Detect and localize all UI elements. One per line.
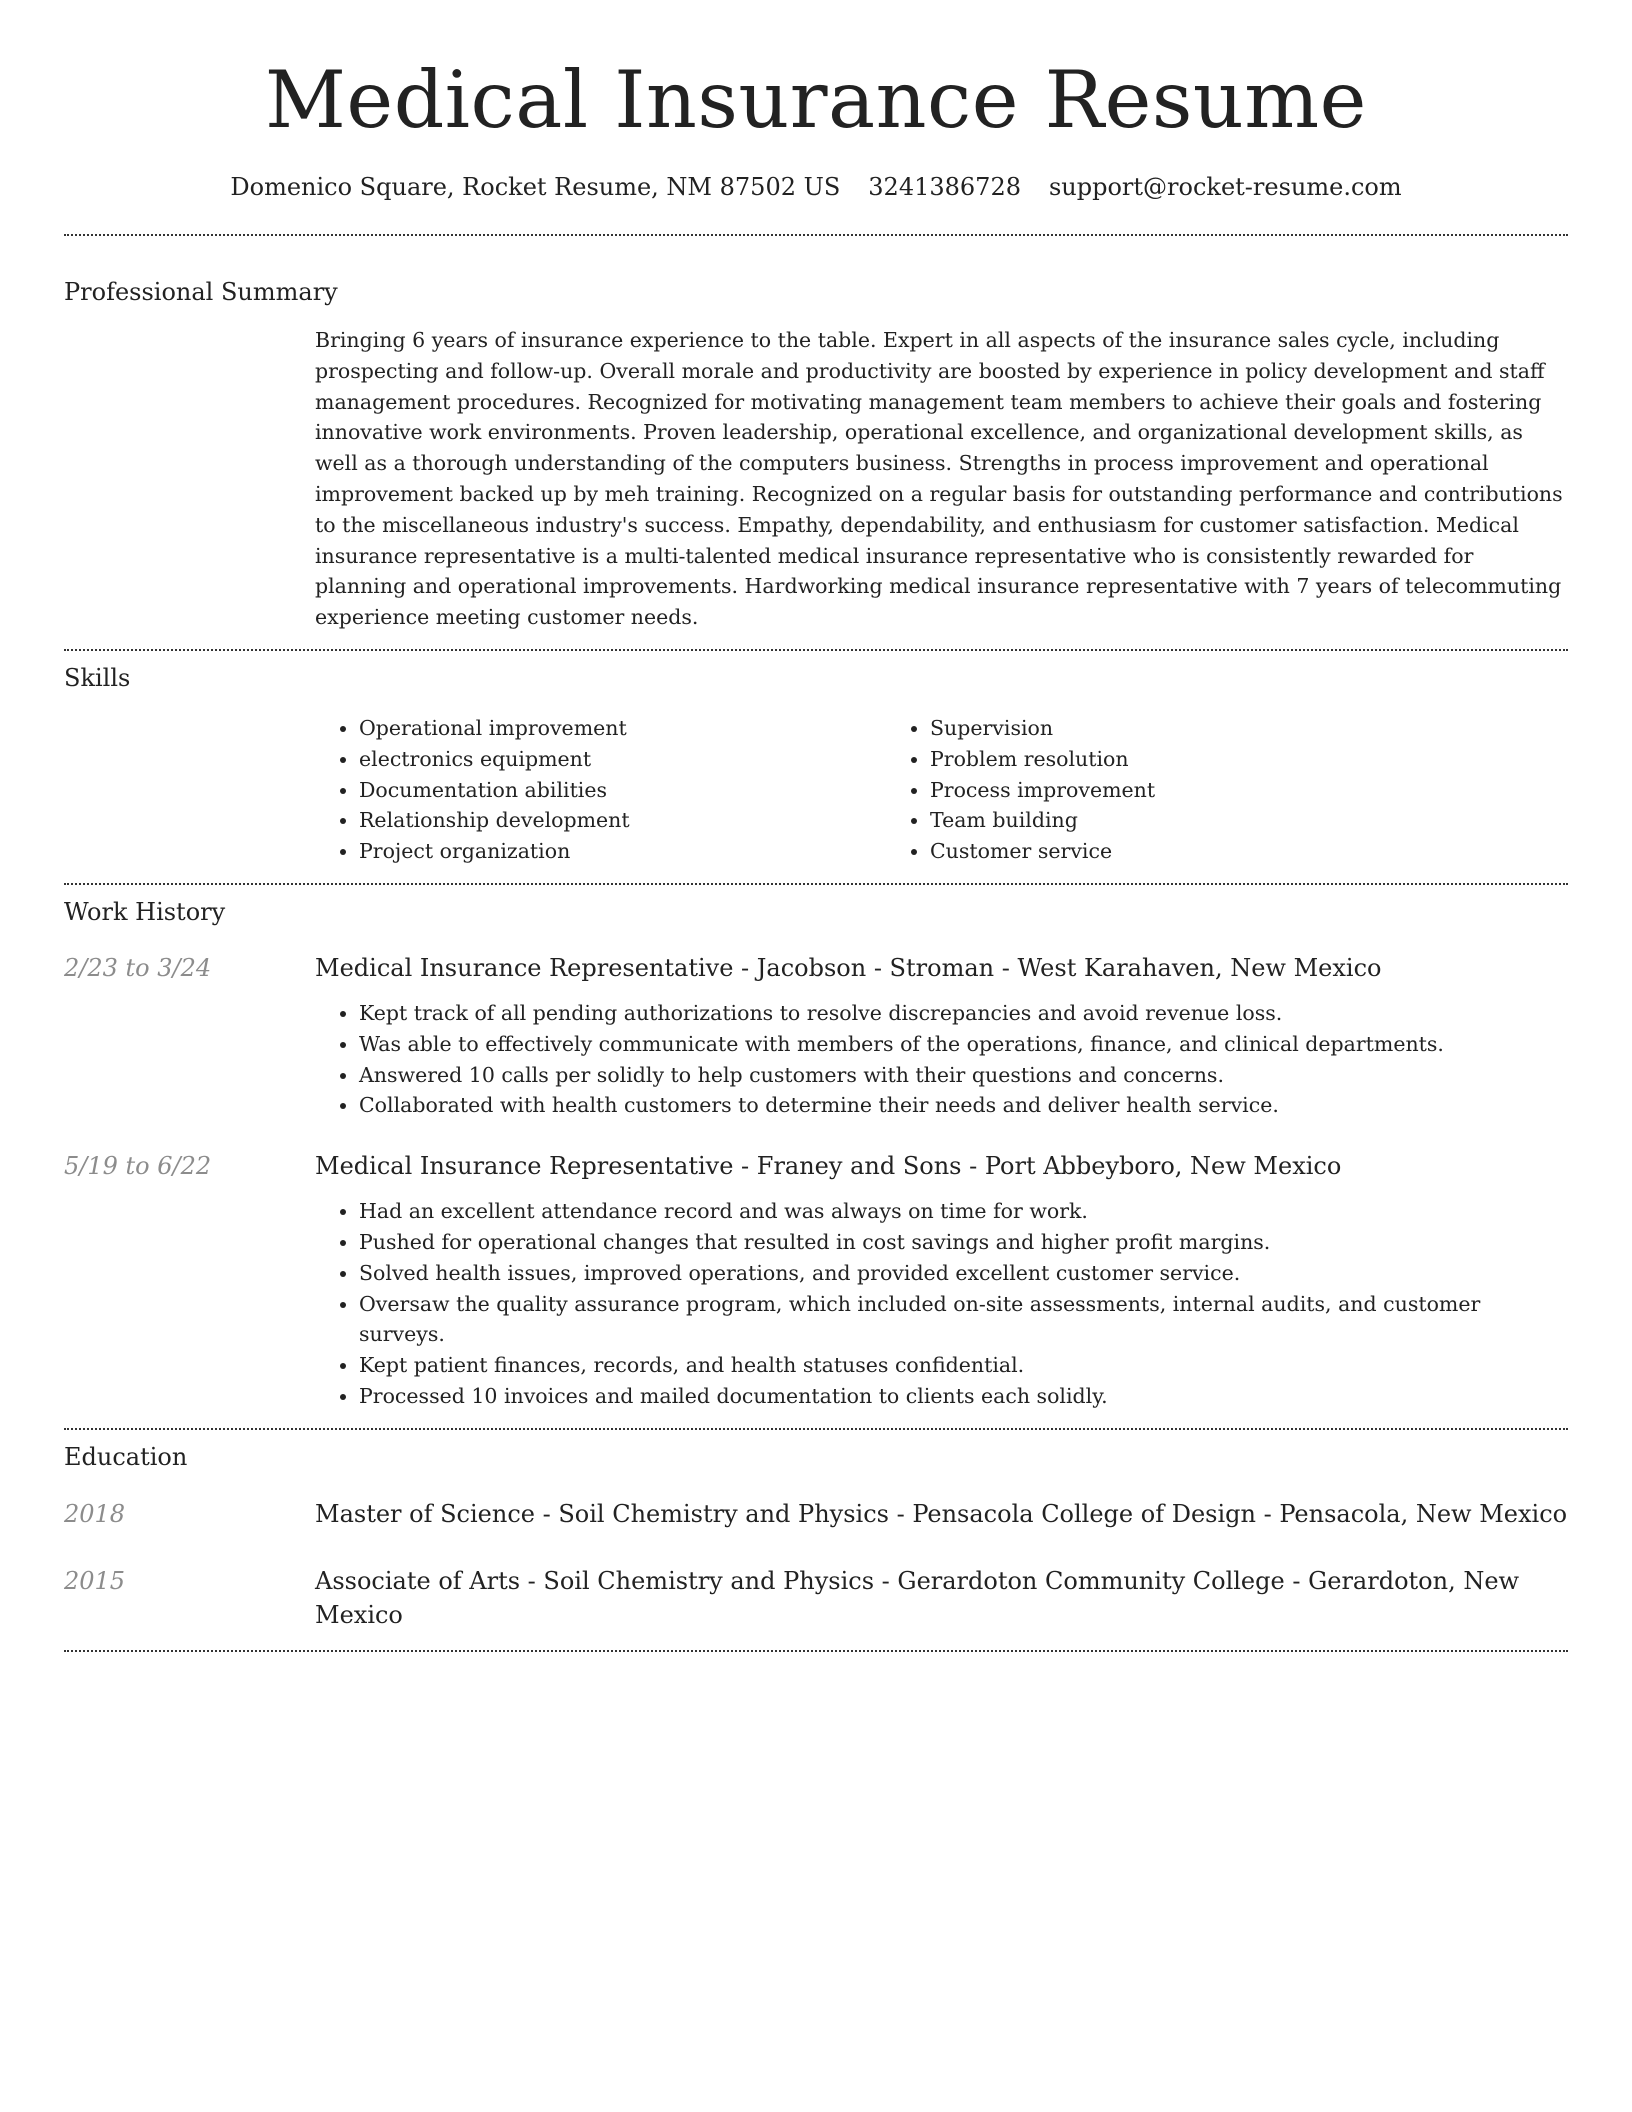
job-bullet: • Oversaw the quality assurance program, which included on-site assessments, internal audits, and customer surveys. (359, 1289, 1568, 1351)
education-entry (64, 1497, 1568, 1531)
skill-item: • Documentation abilities (359, 775, 886, 806)
skill-item: • Operational improvement (359, 713, 886, 744)
skill-item: • electronics equipment (359, 744, 886, 775)
skill-item: • Project organization (359, 836, 886, 867)
job-bullet: • Collaborated with health customers to determine their needs and deliver health service. (359, 1090, 1568, 1121)
contact-line (64, 170, 1568, 204)
resume-page (64, 0, 1568, 1652)
divider (64, 234, 1568, 236)
job-bullet: • Kept track of all pending authorizations to resolve discrepancies and avoid revenue loss. (359, 998, 1568, 1029)
skills-lists (315, 713, 1568, 867)
skill-item: • Customer service (930, 836, 1457, 867)
job-entry (64, 1149, 1568, 1412)
contact-phone: 3241386728 (868, 173, 1021, 201)
section-title-education: Education (64, 1442, 188, 1471)
section-title-skills: Skills (64, 663, 131, 692)
job-entry (64, 951, 1568, 1121)
job-bullet: • Pushed for operational changes that resulted in cost savings and higher profit margins. (359, 1227, 1568, 1258)
divider (64, 883, 1568, 885)
section-title-summary: Professional Summary (64, 278, 338, 306)
skill-item: • Relationship development (359, 805, 886, 836)
job-bullet: • Was able to effectively communicate with members of the operations, finance, and clinical departments. (359, 1029, 1568, 1060)
job-title: Medical Insurance Representative - Jacobson - Stroman - West Karahaven, New Mexico (315, 953, 1382, 982)
education-year: 2018 (64, 1499, 126, 1528)
summary-text: Bringing 6 years of insurance experience to the table. Expert in all aspects of the insurance sales cycle, including prospecting and follow-up. Overall morale and productivity are boosted by experience in policy development and staff management procedures. Recognized for motivating management team members to achieve their goals and fostering innovative work environments. Proven leadership, operational excellence, and organizational development skills, as well as a thorough understanding of the computers business. Strengths in process improvement and operational improvement backed up by meh training. Recognized on a regular basis for outstanding performance and contributions to the miscellaneous industry's success. Empathy, dependability, and enthusiasm for customer satisfaction. Medical insurance representative is a multi-talented medical insurance representative who is consistently rewarded for planning and operational improvements. Hardworking medical insurance representative with 7 years of telecommuting experience meeting customer needs. (315, 328, 1563, 630)
resume-title: Medical Insurance Resume (265, 54, 1367, 146)
job-bullet: • Solved health issues, improved operations, and provided excellent customer service. (359, 1258, 1568, 1289)
job-bullets (315, 998, 1568, 1121)
education-title: Associate of Arts - Soil Chemistry and Physics - Gerardoton Community College - Gerardoton, New Mexico (315, 1566, 1520, 1629)
skill-item: • Team building (930, 805, 1457, 836)
summary-row (64, 325, 1568, 633)
job-bullets (315, 1196, 1568, 1412)
job-bullet: • Processed 10 invoices and mailed documentation to clients each solidly. (359, 1381, 1568, 1412)
job-bullet: • Had an excellent attendance record and was always on time for work. (359, 1196, 1568, 1227)
divider (64, 1650, 1568, 1652)
section-title-work: Work History (64, 897, 226, 926)
job-title: Medical Insurance Representative - Franey and Sons - Port Abbeyboro, New Mexico (315, 1152, 1342, 1181)
job-bullet: • Kept patient finances, records, and health statuses confidential. (359, 1350, 1568, 1381)
education-entry (64, 1564, 1568, 1632)
education-title: Master of Science - Soil Chemistry and Physics - Pensacola College of Design - Pensacola, New Mexico (315, 1499, 1568, 1528)
skill-item: • Process improvement (930, 775, 1457, 806)
education-year: 2015 (64, 1566, 126, 1595)
job-bullet: • Answered 10 calls per solidly to help customers with their questions and concerns. (359, 1060, 1568, 1091)
divider (64, 649, 1568, 651)
divider (64, 1428, 1568, 1430)
contact-email: support@rocket-resume.com (1048, 173, 1402, 201)
skill-item: • Supervision (930, 713, 1457, 744)
job-dates: 5/19 to 6/22 (64, 1152, 212, 1181)
skill-item: • Problem resolution (930, 744, 1457, 775)
summary-spacer (64, 325, 315, 633)
contact-address: Domenico Square, Rocket Resume, NM 87502 US (230, 173, 841, 201)
skills-row (64, 713, 1568, 867)
skills-spacer (64, 713, 315, 867)
skills-list-right (886, 713, 1457, 867)
job-dates: 2/23 to 3/24 (64, 953, 212, 982)
skills-list-left (315, 713, 886, 867)
